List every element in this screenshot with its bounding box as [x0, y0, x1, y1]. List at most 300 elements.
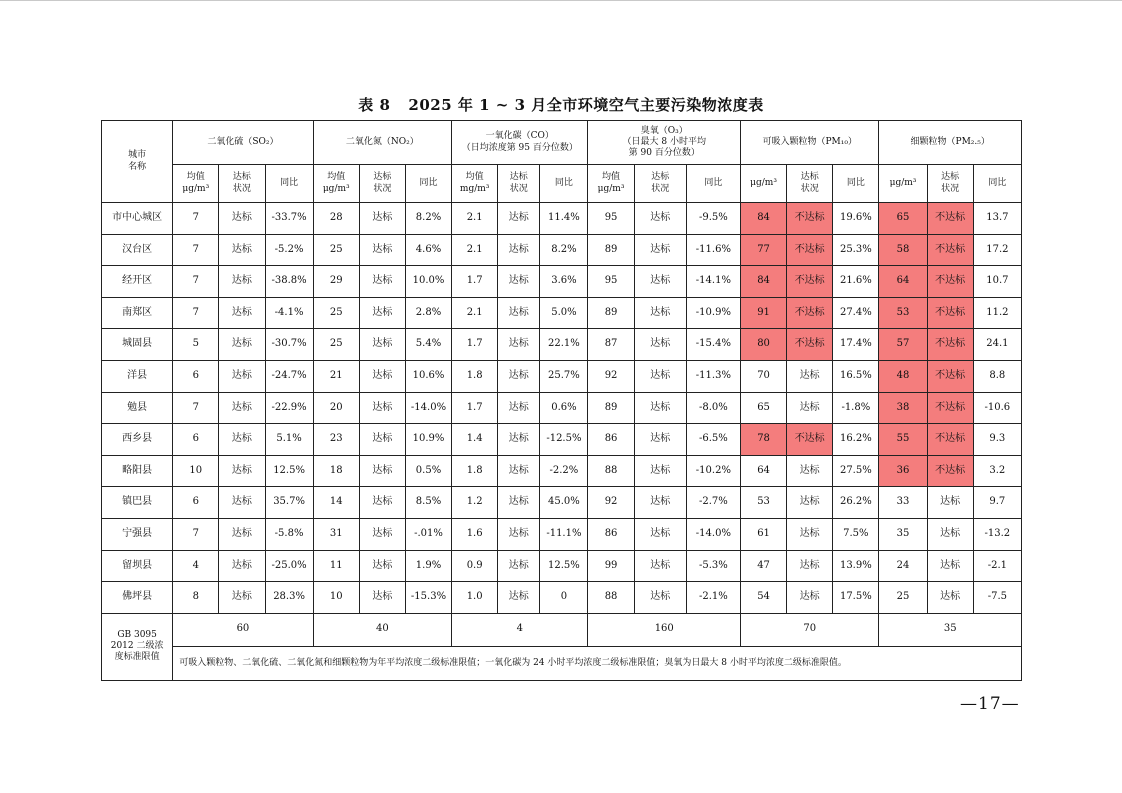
- table-cell: 达标: [634, 329, 686, 361]
- table-cell: 20: [313, 392, 359, 424]
- table-cell: 7: [173, 518, 219, 550]
- table-cell: 达标: [498, 203, 540, 235]
- standard-pm25: 35: [879, 613, 1022, 646]
- table-cell: 91: [740, 297, 786, 329]
- table-cell: 不达标: [787, 424, 833, 456]
- table-cell: -2.7%: [686, 487, 740, 519]
- table-cell: 达标: [219, 487, 265, 519]
- table-cell: 99: [588, 550, 634, 582]
- table-cell: 9.7: [973, 487, 1021, 519]
- table-cell: 89: [588, 392, 634, 424]
- table-cell: 6: [173, 360, 219, 392]
- table-row: [102, 266, 1022, 298]
- city-name: 南郑区: [102, 297, 173, 329]
- table-cell: 1.9%: [405, 550, 451, 582]
- table-cell: 不达标: [927, 297, 973, 329]
- subheader-cell: 同比: [833, 165, 879, 203]
- table-cell: 4.6%: [405, 234, 451, 266]
- table-cell: -14.0%: [686, 518, 740, 550]
- table-cell: 2.1: [452, 203, 498, 235]
- city-name: 西乡县: [102, 424, 173, 456]
- table-row: [102, 550, 1022, 582]
- table-cell: 达标: [634, 550, 686, 582]
- table-cell: 达标: [634, 203, 686, 235]
- table-cell: 达标: [787, 550, 833, 582]
- table-cell: 达标: [219, 455, 265, 487]
- table-cell: 6: [173, 424, 219, 456]
- table-cell: -5.3%: [686, 550, 740, 582]
- table-cell: 31: [313, 518, 359, 550]
- table-cell: 19.6%: [833, 203, 879, 235]
- table-cell: 不达标: [927, 203, 973, 235]
- table-cell: 达标: [498, 518, 540, 550]
- group-header-so2: 二氧化硫（SO₂）: [173, 121, 313, 165]
- table-cell: -6.5%: [686, 424, 740, 456]
- table-cell: 不达标: [787, 234, 833, 266]
- subheader-cell: 均值 μg/m³: [313, 165, 359, 203]
- table-cell: 达标: [219, 582, 265, 614]
- table-cell: -25.0%: [265, 550, 313, 582]
- page-top-border: [0, 0, 1122, 1]
- table-cell: 2.1: [452, 234, 498, 266]
- table-row: [102, 360, 1022, 392]
- table-cell: 达标: [219, 297, 265, 329]
- subheader-cell: 同比: [686, 165, 740, 203]
- table-cell: 达标: [359, 392, 405, 424]
- table-cell: 10.9%: [405, 424, 451, 456]
- table-cell: 54: [740, 582, 786, 614]
- subheader-cell: 均值 mg/m³: [452, 165, 498, 203]
- table-cell: 13.9%: [833, 550, 879, 582]
- table-title-text: 2025 年 1 ~ 3 月全市环境空气主要污染物浓度表: [408, 96, 764, 114]
- table-cell: 7: [173, 266, 219, 298]
- table-cell: 78: [740, 424, 786, 456]
- subheader-cell: 均值 μg/m³: [173, 165, 219, 203]
- table-cell: 10.6%: [405, 360, 451, 392]
- table-cell: 1.8: [452, 360, 498, 392]
- subheader-cell: 同比: [405, 165, 451, 203]
- table-cell: 达标: [359, 487, 405, 519]
- table-cell: 达标: [787, 360, 833, 392]
- table-cell: 不达标: [787, 266, 833, 298]
- table-cell: 达标: [498, 297, 540, 329]
- table-cell: -38.8%: [265, 266, 313, 298]
- table-cell: 达标: [634, 582, 686, 614]
- table-cell: 达标: [498, 582, 540, 614]
- table-cell: -2.1: [973, 550, 1021, 582]
- table-cell: 11.4%: [540, 203, 588, 235]
- table-cell: 57: [879, 329, 927, 361]
- table-cell: 达标: [359, 360, 405, 392]
- table-cell: 达标: [219, 550, 265, 582]
- table-cell: 45.0%: [540, 487, 588, 519]
- table-cell: 达标: [787, 392, 833, 424]
- table-cell: 65: [879, 203, 927, 235]
- table-cell: -12.5%: [540, 424, 588, 456]
- table-cell: 92: [588, 360, 634, 392]
- city-name: 佛坪县: [102, 582, 173, 614]
- standard-co: 4: [452, 613, 588, 646]
- table-cell: 达标: [498, 329, 540, 361]
- table-cell: 35.7%: [265, 487, 313, 519]
- table-cell: -15.3%: [405, 582, 451, 614]
- table-cell: 23: [313, 424, 359, 456]
- table-cell: 达标: [219, 424, 265, 456]
- table-cell: 84: [740, 266, 786, 298]
- table-cell: 28.3%: [265, 582, 313, 614]
- table-cell: 达标: [634, 360, 686, 392]
- table-cell: 7: [173, 234, 219, 266]
- standard-note-row: [102, 646, 1022, 680]
- table-cell: 达标: [634, 234, 686, 266]
- table-cell: 不达标: [787, 329, 833, 361]
- table-cell: 64: [879, 266, 927, 298]
- table-cell: -11.6%: [686, 234, 740, 266]
- table-cell: 89: [588, 297, 634, 329]
- table-cell: 22.1%: [540, 329, 588, 361]
- table-cell: 达标: [927, 550, 973, 582]
- table-cell: 12.5%: [265, 455, 313, 487]
- header-row-sub: [102, 165, 1022, 203]
- table-cell: 27.4%: [833, 297, 879, 329]
- table-cell: 不达标: [927, 392, 973, 424]
- table-cell: 86: [588, 518, 634, 550]
- city-name: 宁强县: [102, 518, 173, 550]
- table-cell: 0.5%: [405, 455, 451, 487]
- table-cell: 5.1%: [265, 424, 313, 456]
- table-cell: 达标: [927, 487, 973, 519]
- subheader-cell: 达标 状况: [927, 165, 973, 203]
- table-cell: 达标: [219, 518, 265, 550]
- table-cell: -2.2%: [540, 455, 588, 487]
- table-cell: 6: [173, 487, 219, 519]
- table-cell: 92: [588, 487, 634, 519]
- city-name: 汉台区: [102, 234, 173, 266]
- table-row: [102, 234, 1022, 266]
- table-cell: 达标: [359, 582, 405, 614]
- table-cell: 8: [173, 582, 219, 614]
- table-cell: 5: [173, 329, 219, 361]
- subheader-cell: 达标 状况: [219, 165, 265, 203]
- table-cell: 达标: [787, 518, 833, 550]
- table-cell: -10.2%: [686, 455, 740, 487]
- table-cell: 25: [879, 582, 927, 614]
- table-cell: 达标: [219, 360, 265, 392]
- subheader-cell: 同比: [973, 165, 1021, 203]
- table-cell: -14.0%: [405, 392, 451, 424]
- table-cell: 达标: [787, 582, 833, 614]
- subheader-cell: 均值 μg/m³: [588, 165, 634, 203]
- table-cell: 达标: [359, 234, 405, 266]
- table-cell: 达标: [634, 455, 686, 487]
- table-cell: -14.1%: [686, 266, 740, 298]
- table-cell: 21: [313, 360, 359, 392]
- table-cell: 7: [173, 297, 219, 329]
- table-cell: 17.5%: [833, 582, 879, 614]
- table-cell: 64: [740, 455, 786, 487]
- table-cell: -.01%: [405, 518, 451, 550]
- table-cell: 8.8: [973, 360, 1021, 392]
- table-cell: 25.7%: [540, 360, 588, 392]
- table-cell: 不达标: [927, 266, 973, 298]
- table-cell: 达标: [634, 392, 686, 424]
- pollutant-table: [101, 120, 1022, 681]
- table-cell: 1.7: [452, 392, 498, 424]
- table-cell: 35: [879, 518, 927, 550]
- standard-pm10: 70: [740, 613, 878, 646]
- table-body: [102, 203, 1022, 614]
- table-cell: 10: [173, 455, 219, 487]
- table-cell: 10.0%: [405, 266, 451, 298]
- table-cell: 1.4: [452, 424, 498, 456]
- table-cell: 达标: [634, 424, 686, 456]
- subheader-cell: 同比: [265, 165, 313, 203]
- table-cell: 8.5%: [405, 487, 451, 519]
- table-cell: 58: [879, 234, 927, 266]
- group-header-no2: 二氧化氮（NO₂）: [313, 121, 451, 165]
- table-cell: 77: [740, 234, 786, 266]
- table-cell: -5.2%: [265, 234, 313, 266]
- table-cell: 27.5%: [833, 455, 879, 487]
- table-cell: 65: [740, 392, 786, 424]
- table-cell: 达标: [498, 550, 540, 582]
- table-cell: 18: [313, 455, 359, 487]
- table-cell: 5.0%: [540, 297, 588, 329]
- table-cell: 不达标: [927, 424, 973, 456]
- table-cell: 达标: [498, 392, 540, 424]
- table-cell: 55: [879, 424, 927, 456]
- city-name: 留坝县: [102, 550, 173, 582]
- table-cell: -5.8%: [265, 518, 313, 550]
- table-cell: -33.7%: [265, 203, 313, 235]
- table-cell: 7: [173, 392, 219, 424]
- table-cell: 1.2: [452, 487, 498, 519]
- table-cell: -9.5%: [686, 203, 740, 235]
- table-cell: 达标: [498, 487, 540, 519]
- table-cell: -10.6: [973, 392, 1021, 424]
- table-cell: 25: [313, 297, 359, 329]
- table-cell: 不达标: [787, 203, 833, 235]
- table-row: [102, 392, 1022, 424]
- table-cell: 95: [588, 266, 634, 298]
- table-cell: 26.2%: [833, 487, 879, 519]
- table-cell: 53: [879, 297, 927, 329]
- table-cell: 48: [879, 360, 927, 392]
- table-cell: 5.4%: [405, 329, 451, 361]
- table-cell: 80: [740, 329, 786, 361]
- table-cell: 不达标: [927, 329, 973, 361]
- table-cell: 36: [879, 455, 927, 487]
- table-cell: -10.9%: [686, 297, 740, 329]
- subheader-cell: 达标 状况: [498, 165, 540, 203]
- table-cell: 3.2: [973, 455, 1021, 487]
- city-name: 洋县: [102, 360, 173, 392]
- header-row-groups: [102, 121, 1022, 165]
- table-cell: 47: [740, 550, 786, 582]
- table-cell: 24.1: [973, 329, 1021, 361]
- table-number: 表 8: [358, 96, 391, 114]
- table-cell: 达标: [634, 518, 686, 550]
- table-cell: 达标: [359, 297, 405, 329]
- table-row: [102, 424, 1022, 456]
- table-cell: 1.8: [452, 455, 498, 487]
- table-cell: 达标: [219, 234, 265, 266]
- table-cell: 1.7: [452, 329, 498, 361]
- table-cell: 1.7: [452, 266, 498, 298]
- table-cell: 87: [588, 329, 634, 361]
- city-name: 镇巴县: [102, 487, 173, 519]
- table-cell: 达标: [359, 329, 405, 361]
- table-cell: 达标: [634, 266, 686, 298]
- table-cell: 达标: [927, 518, 973, 550]
- table-cell: 21.6%: [833, 266, 879, 298]
- subheader-cell: 达标 状况: [359, 165, 405, 203]
- table-cell: 达标: [219, 266, 265, 298]
- table-cell: -24.7%: [265, 360, 313, 392]
- table-row: [102, 297, 1022, 329]
- table-cell: 0.9: [452, 550, 498, 582]
- table-cell: 不达标: [927, 455, 973, 487]
- table-cell: 61: [740, 518, 786, 550]
- table-row: [102, 582, 1022, 614]
- city-name: 市中心城区: [102, 203, 173, 235]
- table-cell: -1.8%: [833, 392, 879, 424]
- table-cell: 17.4%: [833, 329, 879, 361]
- table-cell: 53: [740, 487, 786, 519]
- table-cell: 29: [313, 266, 359, 298]
- table-cell: 7.5%: [833, 518, 879, 550]
- table-cell: 达标: [219, 203, 265, 235]
- table-cell: 0: [540, 582, 588, 614]
- standard-note: 可吸入颗粒物、二氧化硫、二氧化氮和细颗粒物为年平均浓度二级标准限值；一氧化碳为 24 小时平均浓度二级标准限值；臭氧为日最大 8 小时平均浓度二级标准限值。: [173, 646, 1022, 680]
- table-cell: 达标: [498, 234, 540, 266]
- group-header-pm25: 细颗粒物（PM₂.₅）: [879, 121, 1022, 165]
- table-cell: 0.6%: [540, 392, 588, 424]
- table-cell: 达标: [498, 266, 540, 298]
- table-cell: 11: [313, 550, 359, 582]
- table-cell: 14: [313, 487, 359, 519]
- table-cell: 86: [588, 424, 634, 456]
- table-cell: 3.6%: [540, 266, 588, 298]
- table-cell: -15.4%: [686, 329, 740, 361]
- table-cell: 达标: [359, 266, 405, 298]
- table-cell: 84: [740, 203, 786, 235]
- table-cell: 不达标: [787, 297, 833, 329]
- table-row: [102, 455, 1022, 487]
- table-cell: 89: [588, 234, 634, 266]
- table-cell: 10: [313, 582, 359, 614]
- table-cell: -8.0%: [686, 392, 740, 424]
- table-cell: 1.6: [452, 518, 498, 550]
- table-cell: 11.2: [973, 297, 1021, 329]
- table-cell: 2.1: [452, 297, 498, 329]
- table-cell: 达标: [359, 203, 405, 235]
- city-name: 勉县: [102, 392, 173, 424]
- table-cell: 33: [879, 487, 927, 519]
- table-cell: 7: [173, 203, 219, 235]
- table-cell: 达标: [359, 455, 405, 487]
- table-cell: -11.1%: [540, 518, 588, 550]
- group-header-o3: 臭氧（O₃） （日最大 8 小时平均 第 90 百分位数）: [588, 121, 741, 165]
- table-cell: 达标: [634, 487, 686, 519]
- city-name: 城固县: [102, 329, 173, 361]
- city-name: 经开区: [102, 266, 173, 298]
- table-cell: -22.9%: [265, 392, 313, 424]
- table-cell: 25: [313, 329, 359, 361]
- standard-label: GB 3095 2012 二级浓 度标准限值: [102, 613, 173, 680]
- table-cell: -7.5: [973, 582, 1021, 614]
- city-name: 略阳县: [102, 455, 173, 487]
- table-cell: 达标: [634, 297, 686, 329]
- table-row: [102, 203, 1022, 235]
- subheader-cell: 同比: [540, 165, 588, 203]
- table-cell: 4: [173, 550, 219, 582]
- table-cell: 16.5%: [833, 360, 879, 392]
- table-cell: 8.2%: [405, 203, 451, 235]
- table-cell: 38: [879, 392, 927, 424]
- table-cell: 10.7: [973, 266, 1021, 298]
- group-header-pm10: 可吸入颗粒物（PM₁₀）: [740, 121, 878, 165]
- table-cell: 不达标: [927, 234, 973, 266]
- table-cell: 28: [313, 203, 359, 235]
- table-cell: -2.1%: [686, 582, 740, 614]
- table-cell: 88: [588, 455, 634, 487]
- group-header-co: 一氧化碳（CO） （日均浓度第 95 百分位数）: [452, 121, 588, 165]
- table-cell: 1.0: [452, 582, 498, 614]
- table-cell: 达标: [498, 424, 540, 456]
- standard-so2: 60: [173, 613, 313, 646]
- standard-no2: 40: [313, 613, 451, 646]
- table-cell: 达标: [498, 455, 540, 487]
- standard-row: [102, 613, 1022, 646]
- city-header: 城市 名称: [102, 121, 173, 203]
- table-cell: 16.2%: [833, 424, 879, 456]
- table-cell: 达标: [359, 424, 405, 456]
- table-cell: 8.2%: [540, 234, 588, 266]
- table-cell: 88: [588, 582, 634, 614]
- subheader-cell: 达标 状况: [787, 165, 833, 203]
- table-row: [102, 487, 1022, 519]
- table-cell: 达标: [359, 518, 405, 550]
- table-cell: -4.1%: [265, 297, 313, 329]
- table-cell: 达标: [787, 455, 833, 487]
- table-cell: 达标: [219, 329, 265, 361]
- table-cell: 达标: [787, 487, 833, 519]
- table-row: [102, 518, 1022, 550]
- table-cell: -30.7%: [265, 329, 313, 361]
- table-cell: 24: [879, 550, 927, 582]
- table-cell: 达标: [498, 360, 540, 392]
- standard-o3: 160: [588, 613, 741, 646]
- table-cell: 达标: [219, 392, 265, 424]
- table-cell: 13.7: [973, 203, 1021, 235]
- table-cell: -11.3%: [686, 360, 740, 392]
- subheader-cell: 达标 状况: [634, 165, 686, 203]
- table-row: [102, 329, 1022, 361]
- table-cell: 17.2: [973, 234, 1021, 266]
- table-cell: 不达标: [927, 360, 973, 392]
- table-cell: 12.5%: [540, 550, 588, 582]
- table-cell: 70: [740, 360, 786, 392]
- table-cell: 9.3: [973, 424, 1021, 456]
- table-cell: 95: [588, 203, 634, 235]
- table-cell: 25: [313, 234, 359, 266]
- subheader-cell: μg/m³: [879, 165, 927, 203]
- subheader-cell: μg/m³: [740, 165, 786, 203]
- table-cell: 2.8%: [405, 297, 451, 329]
- table-cell: -13.2: [973, 518, 1021, 550]
- page-number: —17—: [960, 694, 1020, 714]
